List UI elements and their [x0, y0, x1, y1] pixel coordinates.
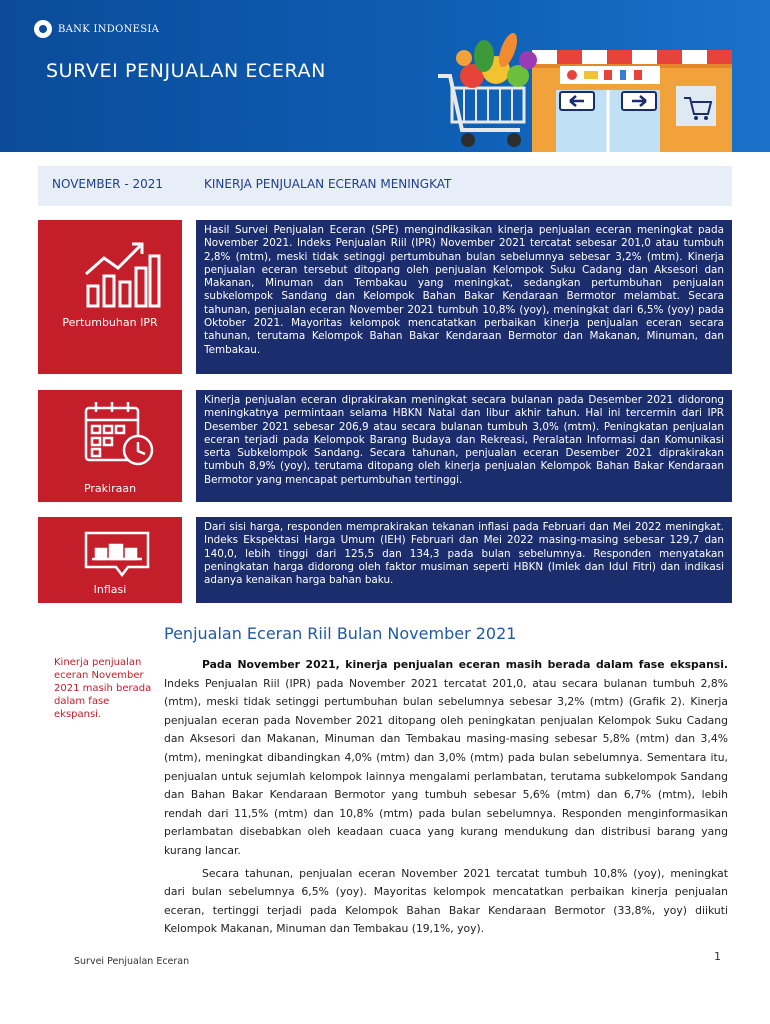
paragraph-rest: Indeks Penjualan Riil (IPR) pada November 2021 tercatat 201,0, atau secara bulanan tumbuh 2,8% (mtm), meski tidak setinggi pertumbuhan bulan sebelumnya sebesar 3,2% (mtm) (Grafik 2). Kinerja penjualan eceran pada November 2021 ditopang oleh peningkatan penjualan Kelompok Suku Cadang dan Aksesori dan Makanan, Minuman dan Tembakau masing-masing sebesar 5,8% (mtm) dan 3,4% (mtm), meningkat dibandingkan 4,0% (mtm) dan 3,0% (mtm) pada bulan sebelumnya. Sementara itu, penjualan untuk sejumlah kelompok lainnya mengalami perlambatan, terutama subkelompok Sandang dan Bahan Bakar Kendaraan Bermotor yang tumbuh sebesar 5,6% (mtm) dan 6,7% (mtm), lebih rendah dari 11,5% (mtm) dan 10,8% (mtm) pada bulan sebelumnya. Responden menginformasikan perlambatan disebabkan oleh keadaan cuaca yang kurang mendukung dan distribusi barang yang kurang lancar. [164, 676, 728, 857]
card-icon-panel [38, 517, 182, 603]
calendar-clock-icon [82, 396, 158, 470]
bank-logo [34, 20, 159, 38]
period-bar [38, 166, 732, 206]
report-period: NOVEMBER - 2021 [52, 177, 164, 191]
price-tag-shelf-icon [82, 525, 152, 577]
bank-emblem-icon [34, 20, 52, 38]
bank-name: BANK INDONESIA [58, 23, 160, 35]
section-title: Penjualan Eceran Riil Bulan November 2021 [164, 624, 517, 643]
bar-chart-growth-icon [82, 234, 162, 314]
section-body [164, 656, 728, 943]
report-header [0, 0, 770, 152]
card-pertumbuhan-ipr [38, 220, 732, 374]
card-text: Hasil Survei Penjualan Eceran (SPE) mengindikasikan kinerja penjualan eceran meningkat pada November 2021. Indeks Penjualan Riil (IPR) November 2021 tercatat sebesar 201,0 atau tumbuh 2,8% (mtm), meski tidak setinggi pertumbuhan bulan sebelumnya sebesar 3,2% (mtm). Kinerja penjualan eceran tersebut ditopang oleh penjualan Kelompok Suku Cadang dan Aksesori dan Makanan, Minuman dan Tembakau yang meningkat, sedangkan pertumbuhan penjualan subkelompok Sandang dan Kelompok Bahan Bakar Kendaraan Bermotor melambat. Secara tahunan, penjualan eceran November 2021 tumbuh 10,8% (yoy), meningkat dari 6,5% (yoy) pada Oktober 2021. Mayoritas kelompok mencatatkan perbaikan kinerja penjualan eceran secara tahunan, terutama Kelompok Bahan Bakar Kendaraan Bermotor dan Makanan, Minuman, dan Tembakau. [204, 224, 724, 356]
card-label: Prakiraan [83, 482, 137, 495]
paragraph-1 [164, 656, 728, 861]
card-text-panel [196, 220, 732, 374]
paragraph-2: Secara tahunan, penjualan eceran November 2021 tercatat tumbuh 10,8% (yoy), meningkat dari bulan sebelumnya 6,5% (yoy). Mayoritas kelompok mencatatkan perbaikan kinerja penjualan eceran, tertinggi terjadi pada Kelompok Bahan Bakar Kendaraan Bermotor (33,8%, yoy) diikuti Kelompok Makanan, Minuman dan Tembakau (19,1%, yoy). [164, 866, 728, 936]
report-title: SURVEI PENJUALAN ECERAN [46, 60, 326, 82]
page-number: 1 [714, 950, 721, 963]
card-icon-panel [38, 390, 182, 502]
headline: KINERJA PENJUALAN ECERAN MENINGKAT [204, 177, 452, 191]
card-label: Inflasi [93, 583, 127, 596]
card-text-panel [196, 517, 732, 603]
card-label: Pertumbuhan IPR [62, 316, 158, 329]
card-text: Kinerja penjualan eceran diprakirakan meningkat secara bulanan pada Desember 2021 didorong meningkatnya permintaan selama HBKN Natal dan libur akhir tahun. Hal ini tercermin dari IPR Desember 2021 sebesar 206,9 atau secara bulanan tumbuh 3,0% (mtm). Peningkatan penjualan eceran terjadi pada Kelompok Barang Budaya dan Rekreasi, Peralatan Informasi dan Komunikasi serta Subkelompok Sandang. Secara tahunan, penjualan eceran Desember 2021 diprakirakan tumbuh 8,9% (yoy), terutama ditopang oleh kinerja penjualan Kelompok Bahan Bakar Kendaraan Bermotor yang mencapat pertumbuhan tertinggi. [204, 394, 724, 486]
card-inflasi [38, 517, 732, 603]
shop-illustration-icon [420, 10, 750, 152]
footer-title: Survei Penjualan Eceran [74, 956, 190, 967]
side-note: Kinerja penjualan eceran November 2021 masih berada dalam fase ekspansi. [54, 657, 152, 720]
card-text-panel [196, 390, 732, 502]
card-text: Dari sisi harga, responden memprakirakan tekanan inflasi pada Februari dan Mei 2022 meningkat. Indeks Ekspektasi Harga Umum (IEH) Februari dan Mei 2022 masing-masing sebesar 129,7 dan 140,0, lebih tinggi dari 125,5 dan 134,3 pada bulan sebelumnya. Responden menyatakan peningkatan harga didorong oleh faktor musiman seperti HBKN (Imlek dan Idul Fitri) dan indikasi adanya kenaikan harga bahan baku. [204, 521, 724, 587]
paragraph-lead: Pada November 2021, kinerja penjualan eceran masih berada dalam fase ekspansi. [202, 658, 728, 671]
card-icon-panel [38, 220, 182, 374]
card-prakiraan [38, 390, 732, 502]
